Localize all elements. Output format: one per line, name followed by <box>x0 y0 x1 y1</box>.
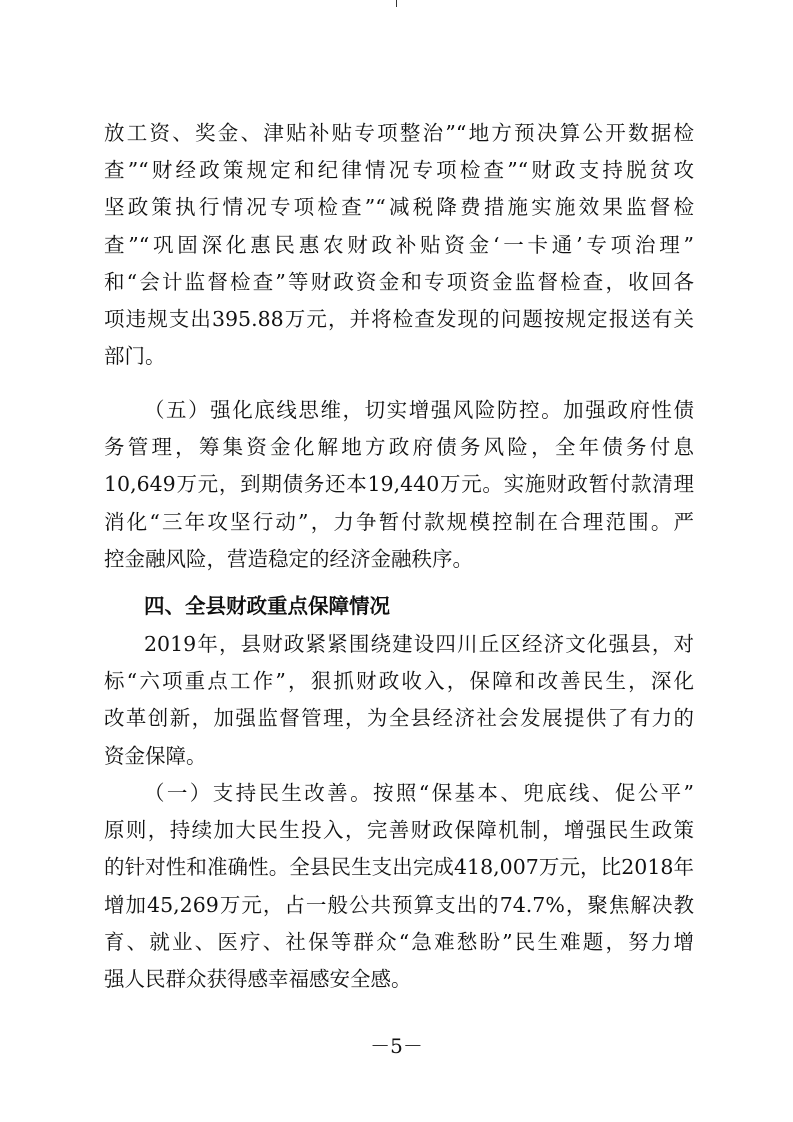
text-line: 控金融风险，营造稳定的经济金融秩序。 <box>104 546 473 571</box>
text-line: 增加45,269万元，占一般公共预算支出的74.7%，聚焦解决教 <box>104 892 694 917</box>
text-line: 改革创新，加强监督管理，为全县经济社会发展提供了有力的 <box>104 706 694 731</box>
text-line: 标“六项重点工作”，狠抓财政收入，保障和改善民生，深化 <box>104 669 694 694</box>
paragraph-livelihood <box>104 775 694 998</box>
paragraph-inspections <box>104 115 694 375</box>
text-line: 2019年，县财政紧紧围绕建设四川丘区经济文化强县，对 <box>144 632 694 656</box>
text-line: 项违规支出395.88万元，并将检查发现的问题按规定报送有关 <box>104 306 694 331</box>
top-binding-mark <box>396 0 397 7</box>
text-line: 放工资、奖金、津贴补贴专项整治”“地方预决算公开数据检 <box>104 121 694 145</box>
section-heading: 四、全县财政重点保障情况 <box>144 594 390 618</box>
text-line: 育、就业、医疗、社保等群众“急难愁盼”民生难题，努力增 <box>104 929 694 954</box>
text-line: 查”“财经政策规定和纪律情况专项检查”“财政支持脱贫攻 <box>104 158 694 183</box>
text-line: 资金保障。 <box>104 743 207 768</box>
text-line: 消化“三年攻坚行动”，力争暂付款规模控制在合理范围。严 <box>104 509 694 534</box>
text-line: 10,649万元，到期债务还本19,440万元。实施财政暂付款清理 <box>104 472 694 497</box>
text-line: 坚政策执行情况专项检查”“减税降费措施实施效果监督检 <box>104 195 694 220</box>
text-line: 强人民群众获得感幸福感安全感。 <box>104 966 412 991</box>
text-line: 和“会计监督检查”等财政资金和专项资金监督检查，收回各 <box>104 269 694 294</box>
section-heading-block <box>104 588 694 625</box>
text-line: 务管理，筹集资金化解地方政府债务风险，全年债务付息 <box>104 435 694 460</box>
text-line: 的针对性和准确性。全县民生支出完成418,007万元，比2018年 <box>104 855 694 880</box>
text-line: 原则，持续加大民生投入，完善财政保障机制，增强民生政策 <box>104 818 694 843</box>
text-line: （一）支持民生改善。按照“保基本、兜底线、促公平” <box>144 781 694 805</box>
paragraph-overview-2019 <box>104 626 694 775</box>
text-line: （五）强化底线思维，切实增强风险防控。加强政府性债 <box>144 398 694 422</box>
page-number: －5－ <box>370 1034 423 1058</box>
text-line: 部门。 <box>104 344 166 369</box>
text-line: 查”“巩固深化惠民惠农财政补贴资金‘一卡通’专项治理” <box>104 232 694 257</box>
paragraph-risk-control <box>104 392 694 578</box>
